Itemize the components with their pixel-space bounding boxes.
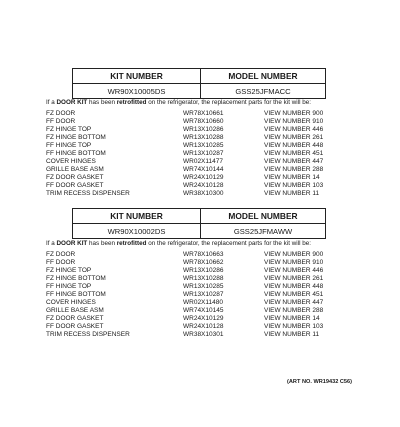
part-name: FF HINGE BOTTOM [46,150,106,158]
part-name: FF DOOR GASKET [46,182,104,190]
part-name: FZ DOOR GASKET [46,174,104,182]
parts-row [46,307,376,315]
view-number: VIEW NUMBER 103 [264,182,324,190]
kit-intro-text-1 [46,99,386,107]
part-number: WR02X11477 [183,158,223,166]
part-number: WR13X10286 [183,126,224,134]
part-number: WR38X10301 [183,331,224,339]
part-number: WR13X10285 [183,142,224,150]
view-number: VIEW NUMBER 900 [264,251,324,258]
kit-number-header: KIT NUMBER [73,69,201,84]
part-number: WR78X10663 [183,251,224,258]
parts-row [46,166,376,174]
intro-retrofitted: retrofitted [116,240,147,247]
parts-row [46,251,376,259]
parts-row [46,275,376,283]
model-number-value: GSS25JFMAWW [201,224,326,239]
parts-row [46,142,376,150]
view-number: VIEW NUMBER 448 [264,142,324,150]
intro-pre: If a [46,99,57,106]
parts-row [46,118,376,126]
parts-list-1 [46,110,376,199]
view-number: VIEW NUMBER 11 [264,331,320,339]
part-number: WR24X10128 [183,182,224,190]
model-number-header: MODEL NUMBER [201,209,326,224]
part-number: WR24X10129 [183,174,224,182]
view-number: VIEW NUMBER 447 [264,158,324,166]
part-number: WR02X11480 [183,299,223,307]
parts-row [46,331,376,339]
intro-mid: has been [87,240,117,247]
part-name: FF DOOR [46,118,76,126]
parts-row [46,174,376,182]
kit-number-header: KIT NUMBER [73,209,201,224]
part-name: COVER HINGES [46,158,96,166]
model-number-value: GSS25JFMACC [201,84,326,99]
part-name: FZ DOOR [46,251,76,258]
intro-post: on the refrigerator, the replacement parts for the kit will be: [146,99,311,106]
part-number: WR74X10144 [183,166,224,174]
part-number: WR78X10660 [183,118,224,126]
parts-row [46,182,376,190]
part-number: WR13X10288 [183,275,224,283]
parts-row [46,158,376,166]
view-number: VIEW NUMBER 261 [264,134,324,142]
model-number-header: MODEL NUMBER [201,69,326,84]
part-number: WR24X10129 [183,315,224,323]
part-number: WR13X10286 [183,267,224,275]
part-name: FZ HINGE TOP [46,126,92,134]
view-number: VIEW NUMBER 288 [264,307,324,315]
part-name: GRILLE BASE ASM [46,166,104,174]
part-number: WR13X10287 [183,291,224,299]
parts-row [46,190,376,198]
part-number: WR78X10661 [183,110,224,117]
kit-intro-text-2 [46,240,386,248]
view-number: VIEW NUMBER 14 [264,315,320,323]
view-number: VIEW NUMBER 910 [264,118,324,126]
intro-mid: has been [87,99,117,106]
view-number: VIEW NUMBER 910 [264,259,324,267]
view-number: VIEW NUMBER 261 [264,275,324,283]
part-name: FF HINGE TOP [46,142,92,150]
kit-number-value: WR90X10005DS [73,84,201,99]
part-name: TRIM RECESS DISPENSER [46,190,130,198]
part-number: WR13X10285 [183,283,224,291]
kit-number-value: WR90X10002DS [73,224,201,239]
part-name: FZ DOOR GASKET [46,315,104,323]
part-number: WR38X10300 [183,190,224,198]
view-number: VIEW NUMBER 900 [264,110,324,117]
part-name: FF HINGE BOTTOM [46,291,106,299]
part-name: COVER HINGES [46,299,96,307]
parts-list-2 [46,251,376,340]
parts-row [46,134,376,142]
view-number: VIEW NUMBER 448 [264,283,324,291]
part-name: FZ HINGE TOP [46,267,92,275]
intro-door-kit: DOOR KIT [56,240,88,247]
view-number: VIEW NUMBER 451 [264,291,324,299]
parts-row [46,299,376,307]
view-number: VIEW NUMBER 103 [264,323,324,331]
intro-pre: If a [46,240,57,247]
kit-table-2 [72,208,326,239]
view-number: VIEW NUMBER 447 [264,299,324,307]
part-name: GRILLE BASE ASM [46,307,104,315]
part-number: WR13X10287 [183,150,224,158]
art-number: (ART NO. WR19432 C56) [287,379,352,385]
part-name: TRIM RECESS DISPENSER [46,331,130,339]
kit-table-1 [72,68,326,99]
part-number: WR13X10288 [183,134,224,142]
parts-row [46,283,376,291]
parts-row [46,291,376,299]
part-number: WR24X10128 [183,323,224,331]
part-name: FF DOOR [46,259,76,267]
view-number: VIEW NUMBER 451 [264,150,324,158]
view-number: VIEW NUMBER 446 [264,267,324,275]
parts-row [46,323,376,331]
intro-retrofitted: retrofitted [116,99,147,106]
part-number: WR78X10662 [183,259,224,267]
parts-row [46,259,376,267]
view-number: VIEW NUMBER 446 [264,126,324,134]
parts-row [46,126,376,134]
part-name: FF HINGE TOP [46,283,92,291]
parts-row [46,150,376,158]
view-number: VIEW NUMBER 288 [264,166,324,174]
parts-row [46,267,376,275]
parts-row [46,315,376,323]
parts-row [46,110,376,118]
part-name: FZ HINGE BOTTOM [46,134,106,142]
part-name: FF DOOR GASKET [46,323,104,331]
view-number: VIEW NUMBER 11 [264,190,320,198]
part-number: WR74X10145 [183,307,224,315]
part-name: FZ HINGE BOTTOM [46,275,106,283]
intro-door-kit: DOOR KIT [56,99,88,106]
intro-post: on the refrigerator, the replacement parts for the kit will be: [146,240,311,247]
view-number: VIEW NUMBER 14 [264,174,320,182]
part-name: FZ DOOR [46,110,76,117]
